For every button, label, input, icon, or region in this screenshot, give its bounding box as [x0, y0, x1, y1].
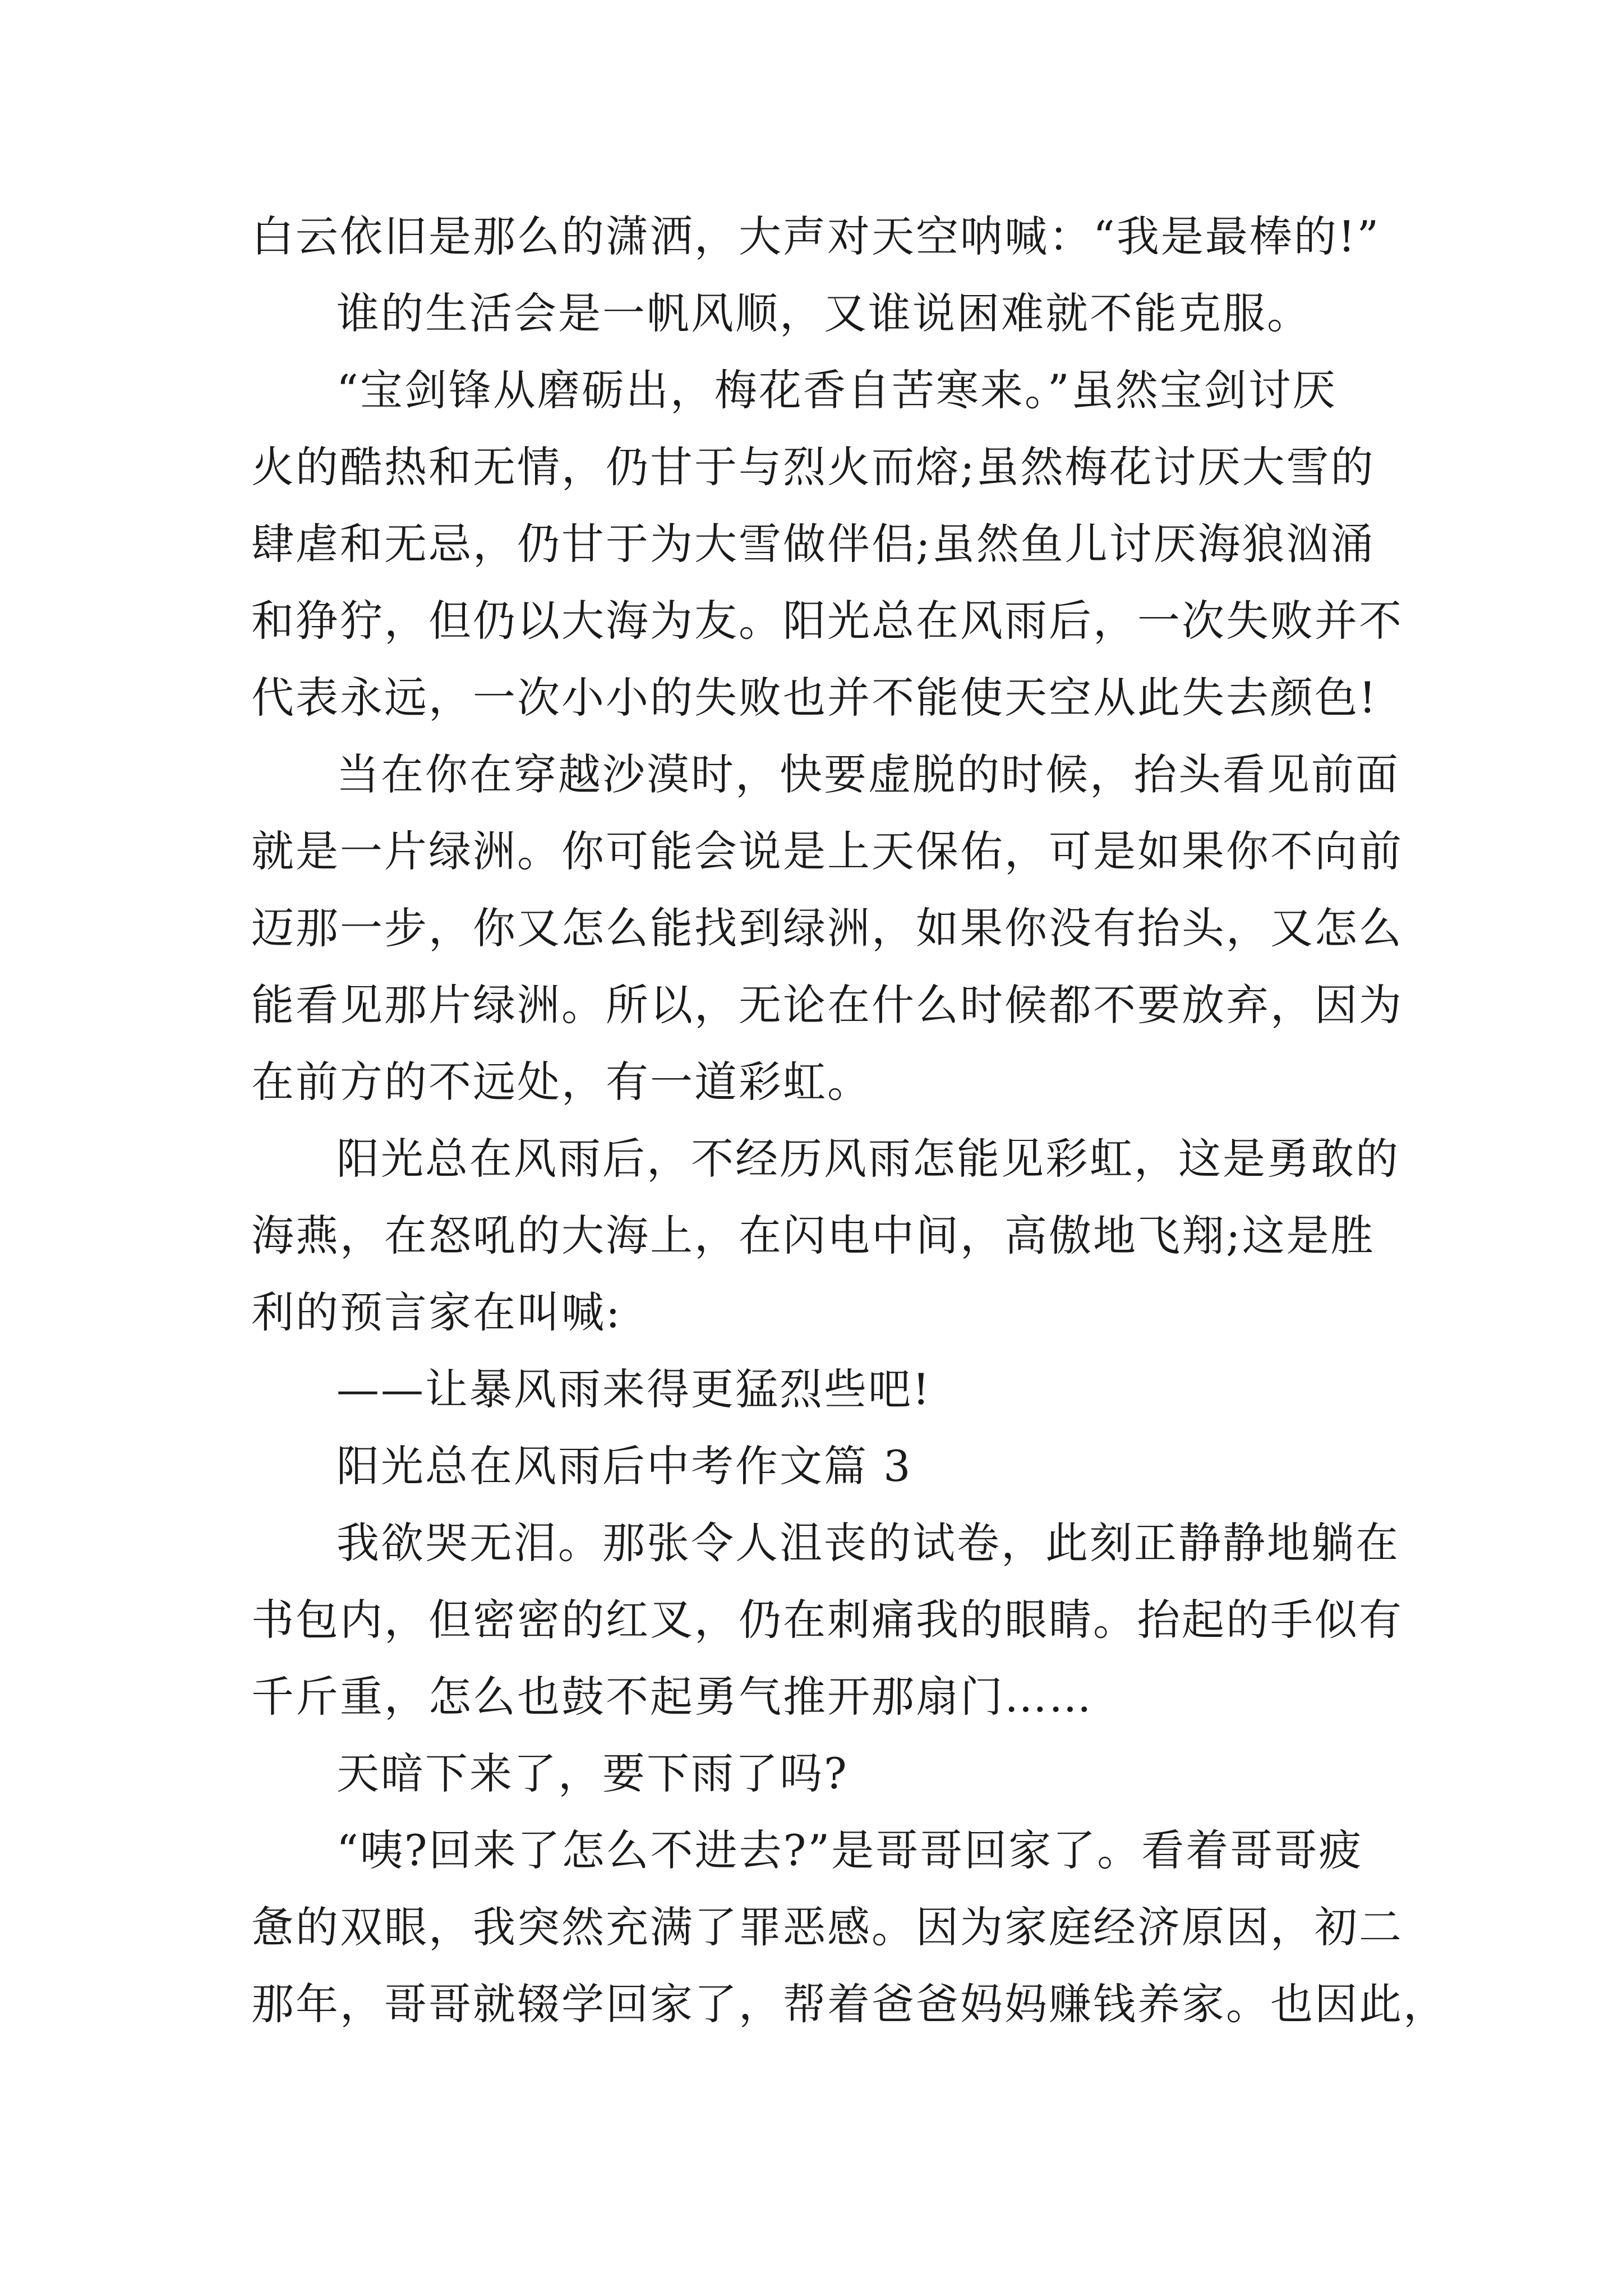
- section-heading: [251, 1428, 1373, 1504]
- text-line: 就是一片绿洲。你可能会说是上天保佑，可是如果你不向前: [251, 826, 1403, 876]
- paragraph: [251, 198, 1381, 275]
- text-line: 代表永远，一次小小的失败也并不能使天空从此失去颜色!: [251, 673, 1378, 723]
- text-line: 千斤重，怎么也鼓不起勇气推开那扇门……: [251, 1672, 1093, 1722]
- paragraph: [251, 275, 1373, 352]
- paragraph: [251, 1812, 1447, 2042]
- text-line: 惫的双眼，我突然充满了罪恶感。因为家庭经济原因，初二: [251, 1902, 1403, 1952]
- text-line: 迈那一步，你又怎么能找到绿洲，如果你没有抬头，又怎么: [251, 903, 1403, 953]
- text-line: “咦?回来了怎么不进去?”是哥哥回家了。看着哥哥疲: [336, 1825, 1363, 1875]
- document-body: [251, 198, 1447, 2042]
- text-line: 白云依旧是那么的潇洒，大声对天空呐喊：“我是最棒的!”: [251, 211, 1381, 261]
- paragraph: [251, 736, 1403, 1120]
- text-line: 谁的生活会是一帆风顺，又谁说困难就不能克服。: [336, 288, 1311, 338]
- text-line: 肆虐和无忌，仍甘于为大雪做伴侣;虽然鱼儿讨厌海狼汹涌: [251, 519, 1375, 569]
- paragraph: [251, 1735, 1373, 1812]
- text-line: 海燕，在怒吼的大海上，在闪电中间，高傲地飞翔;这是胜: [251, 1211, 1375, 1260]
- text-line: 书包内，但密密的红叉，仍在刺痛我的眼睛。抬起的手似有: [251, 1595, 1403, 1645]
- text-line: 阳光总在风雨后中考作文篇 3: [336, 1441, 912, 1491]
- text-line: “宝剑锋从磨砺出，梅花香自苦寒来。”虽然宝剑讨厌: [336, 365, 1337, 415]
- text-line: 和狰狞，但仍以大海为友。阳光总在风雨后，一次失败并不: [251, 596, 1403, 646]
- text-line: 火的酷热和无情，仍甘于与烈火而熔;虽然梅花讨厌大雪的: [251, 442, 1375, 492]
- text-line: 那年，哥哥就辍学回家了，帮着爸爸妈妈赚钱养家。也因此，: [251, 1979, 1447, 2029]
- text-line: 当在你在穿越沙漠时，快要虚脱的时候，抬头看见前面: [336, 749, 1400, 799]
- paragraph: [251, 1120, 1400, 1351]
- text-line: 天暗下来了，要下雨了吗?: [336, 1749, 849, 1798]
- text-line: 阳光总在风雨后，不经历风雨怎能见彩虹，这是勇敢的: [336, 1134, 1400, 1184]
- paragraph: [251, 352, 1403, 736]
- text-line: 在前方的不远处，有一道彩虹。: [251, 1057, 872, 1107]
- paragraph: [251, 1504, 1403, 1735]
- paragraph: [251, 1351, 1373, 1428]
- text-line: 我欲哭无泪。那张令人沮丧的试卷，此刻正静静地躺在: [336, 1518, 1400, 1568]
- text-line: 利的预言家在叫喊:: [251, 1287, 622, 1337]
- text-line: ——让暴风雨来得更猛烈些吧!: [336, 1364, 932, 1414]
- text-line: 能看见那片绿洲。所以，无论在什么时候都不要放弃，因为: [251, 980, 1403, 1030]
